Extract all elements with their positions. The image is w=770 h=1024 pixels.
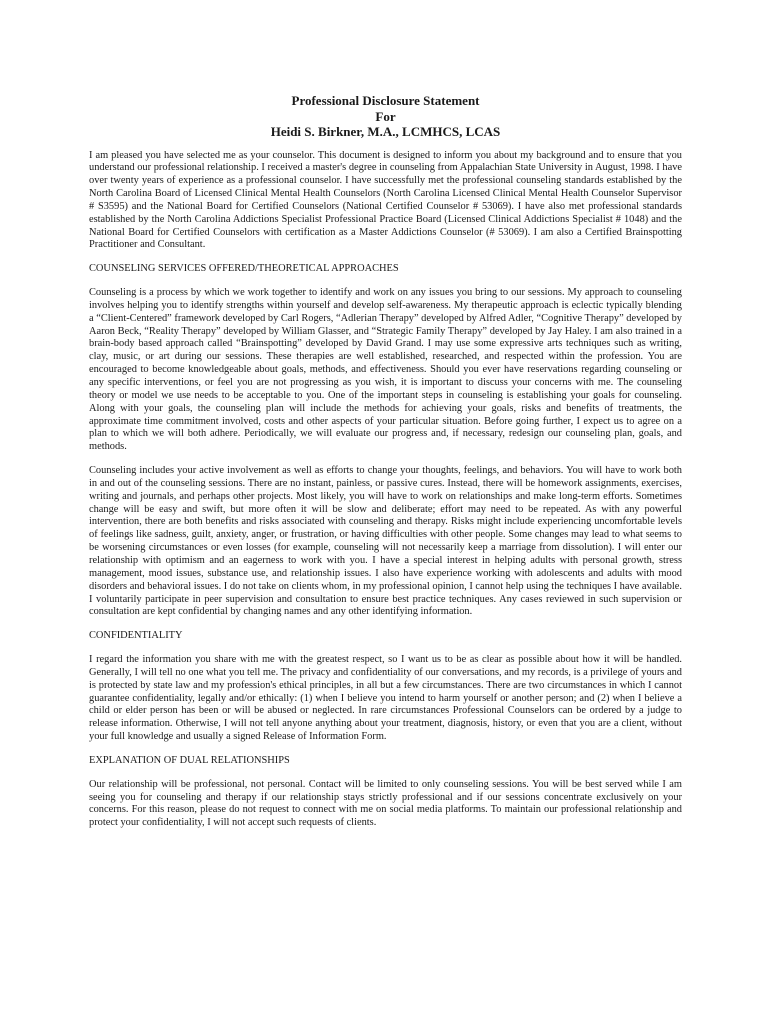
section-heading: COUNSELING SERVICES OFFERED/THEORETICAL APPROACHES — [89, 263, 399, 275]
section-paragraph: Counseling includes your active involvement as well as efforts to change your thoughts, feelings, and behaviors. You will have to work both in and out of the counseling sessions. There are no instant, painless, or passive cures. Instead, there will be homework assignments, exercises, writing and journals, and perhaps other projects. Most likely, you will have to work on relationships and make long-term efforts. Sometimes change will be easy and swift, but more often it will be slow and deliberate; effort may need to be repeated. As with any powerful intervention, there are both benefits and risks associated with counseling and therapy. Risks might include experiencing uncomfortable levels of feelings like sadness, guilt, anxiety, anger, or frustration, or having difficulties with other people. Some changes may lead to what seems to be worsening circumstances or even losses (for example, counseling will not necessarily keep a marriage from dissolution). I will enter our relationship with optimism and an eagerness to work with you. I have a special interest in helping adults with personal growth, stress management, mood issues, substance use, and relationship issues. I also have experience working with adolescents and adults with mood disorders and behavioral issues. I do not take on clients whom, in my professional opinion, I cannot help using the techniques I have available. I voluntarily participate in peer supervision and consultation to ensure best practice techniques. Any cases reviewed in such supervision or consultation are kept confidential by changing names and any other identifying information. — [89, 465, 682, 618]
title-line-for: For — [375, 108, 396, 124]
section-counseling-services — [89, 263, 682, 619]
title-line-statement: Professional Disclosure Statement — [291, 93, 480, 108]
section-heading: EXPLANATION OF DUAL RELATIONSHIPS — [89, 754, 290, 766]
section-dual-relationships — [89, 755, 682, 830]
document-page — [89, 93, 682, 841]
section-confidentiality — [89, 630, 682, 744]
section-paragraph: I regard the information you share with me with the greatest respect, so I want us to be as clear as possible about how it will be handled. Generally, I will tell no one what you tell me. The privacy and confidentiality of our conversations, and my records, is a privilege of yours and is protected by state law and my profession's ethical principles, in all but a few circumstances. There are two circumstances in which I cannot guarantee confidentiality, legally and/or ethically: (1) when I believe you intend to harm yourself or another person; and (2) when I believe a child or elder person has been or will be abused or neglected. In rare circumstances Professional Counselors can be ordered by a judge to release information. Otherwise, I will not tell anyone anything about your treatment, diagnosis, history, or even that you are a client, without your full knowledge and usually a signed Release of Information Form. — [89, 654, 682, 743]
section-paragraph: Counseling is a process by which we work together to identify and work on any issues you bring to our sessions. My approach to counseling involves helping you to identify strengths within yourself and develop self-awareness. My therapeutic approach is eclectic typically blending a “Client-Centered” framework developed by Carl Rogers, “Adlerian Therapy” developed by Alfred Adler, “Cognitive Therapy” developed by Aaron Beck, “Reality Therapy” developed by William Glasser, and “Strategic Family Therapy” developed by Jay Haley. I am also trained in a brain-body based approach called “Brainspotting” developed by David Grand. I may use some expressive arts techniques such as writing, clay, music, or art during our sessions. These therapies are well established, researched, and respected within the profession. You are encouraged to become knowledgeable about goals, methods, and effectiveness. Should you ever have reservations regarding counseling or any specific interventions, or feel you are not progressing as you wish, it is important to discuss your concerns with me. The counseling theory or model we use needs to be acceptable to you. One of the important steps in counseling is establishing your goals for counseling. Along with your goals, the counseling plan will include the methods for achieving your goals, risks and benefits of treatments, the approximate time commitment involved, costs and other aspects of your particular situation. Before going further, I expect us to agree on a plan to which we will both adhere. Periodically, we will evaluate our progress and, if necessary, redesign our counseling plan, goals, and methods. — [89, 287, 682, 453]
title-line-name: Heidi S. Birkner, M.A., LCMHCS, LCAS — [270, 124, 501, 139]
section-heading: CONFIDENTIALITY — [89, 630, 183, 642]
intro-paragraph: I am pleased you have selected me as your counselor. This document is designed to inform you about my background and to ensure that you understand our professional relationship. I received a master's degree in counseling from Appalachian State University in August, 1998. I have over twenty years of experience as a professional counselor. I have successfully met the professional counseling standards established by the North Carolina Board of Licensed Clinical Mental Health Counselors (North Carolina Licensed Clinical Mental Health Counselor Supervisor # S3595) and the National Board for Certified Counselors (National Certified Counselor # 53069). I have also met professional standards established by the North Carolina Addictions Specialist Professional Practice Board (Licensed Clinical Addictions Specialist # 1048) and the National Board for Certified Counselors with certification as a Master Addictions Counselor (# 53069). I am also a Certified Brainspotting Practitioner and Consultant. — [89, 149, 682, 251]
section-paragraph: Our relationship will be professional, not personal. Contact will be limited to only counseling sessions. You will be best served while I am seeing you for counseling and therapy if our relationship stays strictly professional and if our sessions concentrate exclusively on your concerns. For this reason, please do not request to connect with me on social media platforms. To maintain our professional relationship and protect your confidentiality, I will not accept such requests of clients. — [89, 778, 682, 829]
document-title — [89, 93, 682, 140]
